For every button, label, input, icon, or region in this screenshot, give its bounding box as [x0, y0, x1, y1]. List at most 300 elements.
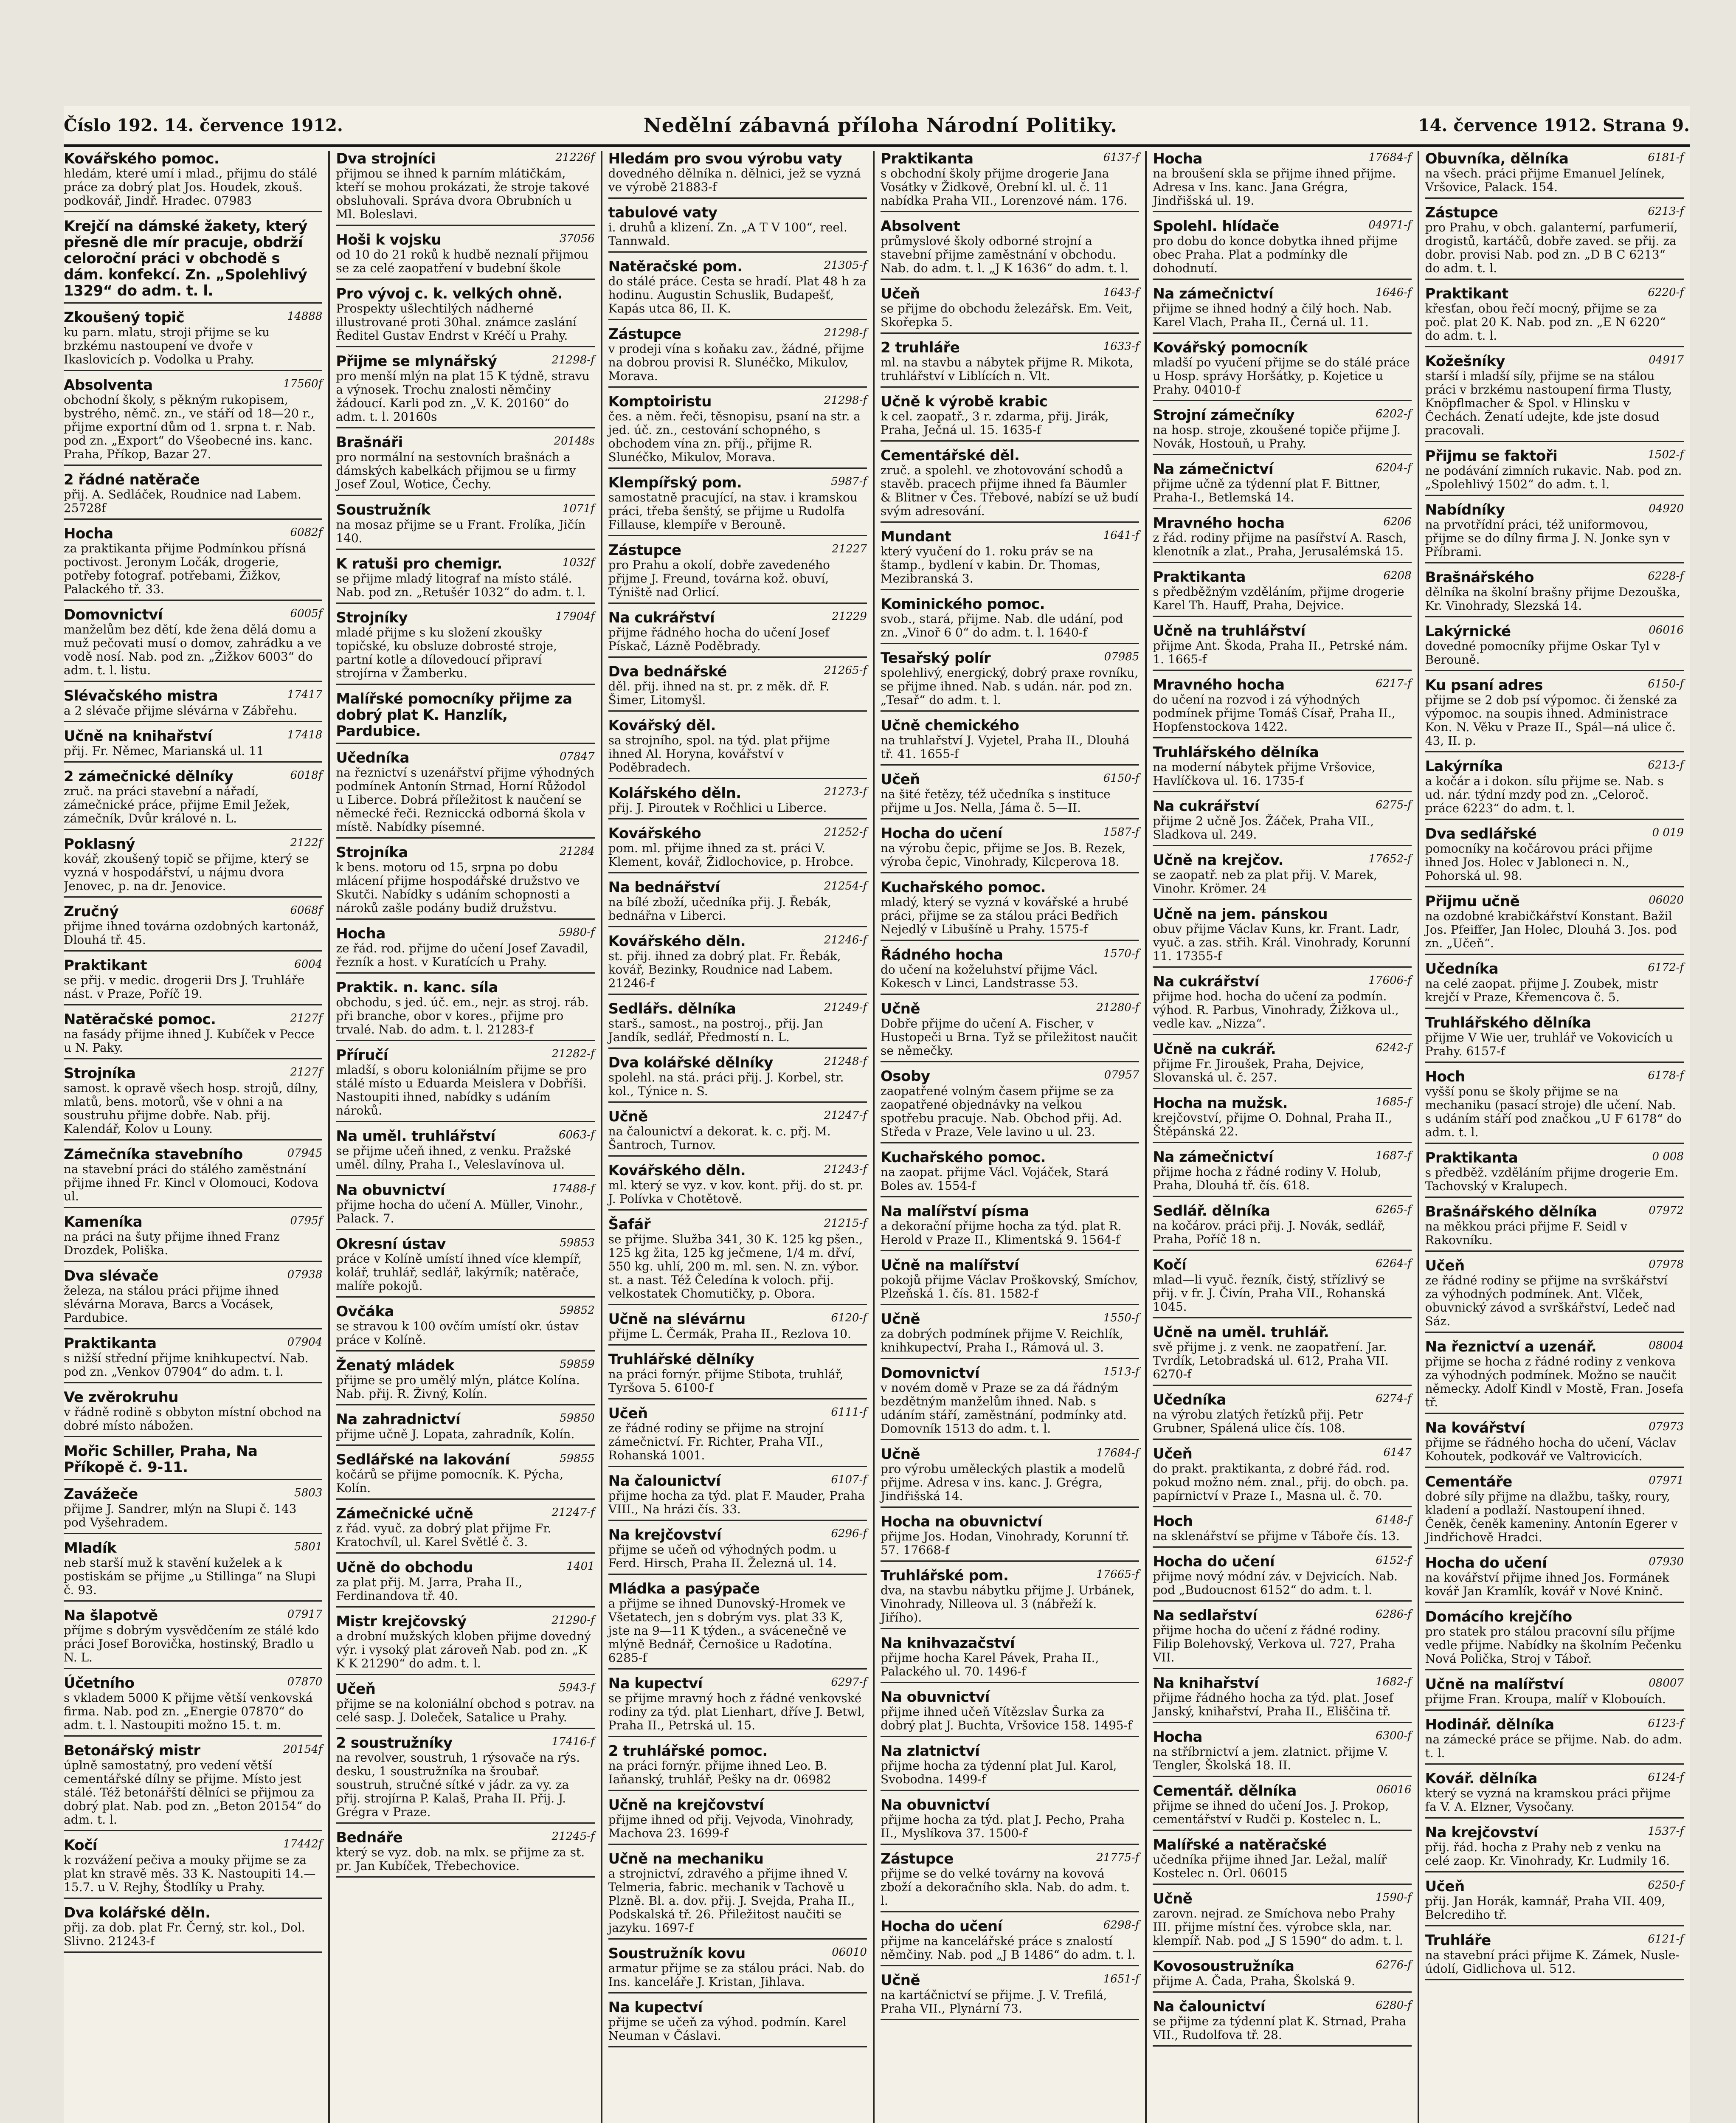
classified-ad	[64, 1743, 322, 1831]
classified-ad	[64, 836, 322, 898]
ad-code: 17665-f	[1096, 1568, 1140, 1581]
classified-ad	[608, 1109, 867, 1157]
classified-ad	[1153, 798, 1411, 846]
ad-body: na práci fornýr. přijme Stibota, truhlář, Tyršova 5. 6100-f	[608, 1367, 844, 1395]
classified-ad	[64, 1905, 322, 1953]
ad-body: samostatně pracující, na stav. i kramskou práci, třeba šenštý, se přijme u Rudolfa Fillause, klempíře v Berouně.	[608, 490, 858, 532]
ad-title: Učeň	[1425, 1257, 1465, 1274]
ad-body: přijme hocha z řádné rodiny V. Holub, Praha, Dlouhá tř. čís. 618.	[1153, 1165, 1381, 1192]
ad-code: 5943-f	[559, 1681, 595, 1694]
classified-ad	[881, 1851, 1139, 1912]
ad-body: přijme se učeň od výhodných podm. u Ferd. Hirsch, Praha II. Železná ul. 14.	[608, 1543, 837, 1570]
ad-code: 6121-f	[1648, 1933, 1684, 1946]
classified-ad	[608, 542, 867, 604]
ad-code: 1513-f	[1103, 1366, 1140, 1378]
ad-code: 1537-f	[1648, 1825, 1684, 1838]
classified-ad	[608, 1743, 867, 1791]
classified-ad	[64, 607, 322, 682]
classified-ad	[1153, 1675, 1411, 1723]
ad-body: průmyslové školy odborné strojní a stavební přijme zaměstnání v obchodu. Nab. do adm. t. l. „J K 1636“ do adm. t. l.	[880, 234, 1128, 275]
ad-title: Mořic Schiller, Praha, Na Příkopě č. 9-11.	[64, 1443, 258, 1476]
ad-body: pro výrobu uměleckých plastik a modelů přijme. Adresa v ins. kanc. J. Grégra, Jindřišská 14.	[880, 1462, 1125, 1503]
ad-title: Mistr krejčovský	[336, 1613, 467, 1630]
classified-ad	[336, 286, 594, 347]
ad-code: 21243-f	[824, 1163, 867, 1176]
classified-ad	[336, 750, 594, 839]
ad-body: st. přij. ihned za dobrý plat. Fr. Řebák, kovář, Bezinky, Roudnice nad Labem. 21246-f	[608, 949, 841, 990]
ad-code: 17652-f	[1368, 853, 1412, 865]
classified-ad	[336, 1560, 594, 1608]
ad-body: se přijme mladý litograf na místo stálé. Nab. pod zn. „Retušér 1032“ do adm. t. l.	[336, 572, 586, 599]
classified-ad	[64, 1011, 322, 1059]
ad-title: Hocha na mužsk.	[1153, 1095, 1288, 1112]
ad-code: 6152-f	[1376, 1554, 1412, 1567]
ad-body: a přijme se ihned Dunovský-Hromek ve Všetatech, jen s dobrým vys. plat 33 K, jste na 9—11 K týden., a svácenečně ve mlýně Bednář, Černošice u Radotína. 6285-f	[608, 1596, 847, 1665]
ad-title: Učně	[608, 1108, 648, 1125]
ad-title: Komptoiristu	[608, 393, 712, 410]
classified-ad	[608, 1473, 867, 1521]
ad-title: Malířské a natěračské	[1153, 1836, 1327, 1853]
classified-ad	[1425, 1609, 1684, 1670]
ad-title: Na krejčovství	[608, 1526, 721, 1543]
ad-body: se přijme do obchodu železářsk. Em. Veit, Skořepka 5.	[880, 301, 1133, 329]
classified-ad	[1425, 1825, 1684, 1872]
ad-body: na výrobu zlatých řetízků přij. Petr Grubner, Spálená ulice čís. 108.	[1153, 1408, 1363, 1435]
ad-body: přijme se hocha z řádné rodiny z venkova za výhodných podmínek. Možno se naučit německy. Adolf Kindl v Mostě, Fran. Josefa tř.	[1425, 1354, 1684, 1409]
ad-body: s vkladem 5000 K přijme větší venkovská firma. Nab. pod zn. „Energie 07870“ do adm. t. l. Nastoupiti možno 15. t. m.	[64, 1691, 313, 1732]
classified-ad	[336, 1506, 594, 1554]
ad-code: 21252-f	[824, 826, 867, 839]
ad-code: 59850	[559, 1412, 595, 1425]
ad-title: Učně na slévárnu	[608, 1311, 746, 1328]
classified-ad	[1153, 407, 1411, 455]
ad-title: Učedníka	[1425, 960, 1499, 977]
ad-title: Absolvent	[880, 218, 960, 235]
classified-ad	[608, 1001, 867, 1049]
ad-code: 21215-f	[824, 1217, 867, 1230]
classified-ad	[1153, 515, 1411, 563]
classified-ad	[1153, 1041, 1411, 1089]
ad-code: 6005f	[290, 607, 323, 620]
ad-title: Truhláře	[1425, 1932, 1491, 1949]
ad-code: 07971	[1649, 1474, 1684, 1487]
ad-title: Učně	[880, 1311, 920, 1328]
ad-title: Hocha do učení	[1153, 1553, 1275, 1570]
ad-title: Kominického pomoc.	[880, 596, 1045, 613]
ad-title: Učně na truhlářství	[1153, 622, 1306, 639]
classified-ad	[1425, 1878, 1684, 1926]
ad-body: na kartáčnictví se přijme. J. V. Trefilá, Praha VII., Plynární 73.	[880, 1988, 1107, 2016]
ad-code: 21246-f	[824, 934, 867, 946]
classified-ad	[608, 259, 867, 320]
ad-code: 6208	[1383, 569, 1412, 582]
ad-body: na sklenářství se přijme v Táboře čís. 13.	[1153, 1529, 1400, 1543]
classified-ad	[1153, 286, 1411, 334]
ad-title: Malířské pomocníky přijme za dobrý plat K. Hanzlík, Pardubice.	[336, 690, 572, 740]
ad-body: pro normální na sestovních brašnách a dámských kabelkách přijmou se u firmy Josef Zoul, Wotice, Čechy.	[336, 450, 576, 491]
ad-body: přij. J. Piroutek v Ročhlici u Liberce.	[608, 801, 827, 815]
ad-title: Na obuvnictví	[880, 1689, 990, 1706]
ad-title: Učně na cukrář.	[1153, 1041, 1276, 1058]
classified-ad	[1153, 677, 1411, 738]
ad-body: kočárů se přijme pomocník. K. Pýcha, Kolín.	[336, 1467, 563, 1495]
ad-code: 6063-f	[559, 1129, 595, 1141]
classified-ad	[608, 475, 867, 536]
ad-body: mladší po vyučení přijme se do stálé práce u Hosp. správy Horšátky, p. Kojetice u Prahy. 04010-f	[1153, 355, 1410, 397]
ad-title: Lakýrnické	[1425, 623, 1511, 640]
classified-ad	[336, 1128, 594, 1176]
ad-code: 07847	[559, 750, 595, 763]
ad-code: 6150-f	[1103, 772, 1140, 785]
ad-body: obchodní školy, s pěkným rukopisem, bystrého, němč. zn., ve stáří od 18—20 r., přijme exportní dům od 1. srpna t. r. Nab. pod zn. „Export“ do Všeobecné ins. kanc. Praha, Příkop, Bazar 27.	[64, 393, 316, 461]
classified-ad	[336, 556, 594, 604]
classified-ad	[64, 310, 322, 371]
ad-body: ml. který se vyz. v kov. kont. přij. do st. pr. J. Polívka v Chotětově.	[608, 1178, 864, 1206]
classified-ad	[881, 825, 1139, 873]
classified-ad	[64, 957, 322, 1005]
classified-ad	[64, 1486, 322, 1534]
classified-ad	[881, 1972, 1139, 2020]
ad-code: 6297-f	[831, 1676, 867, 1689]
ad-body: přijme J. Sandrer, mlýn na Slupi č. 143 pod Vyšehradem.	[64, 1502, 297, 1529]
issue-info: Číslo 192. 14. července 1912.	[64, 115, 343, 135]
ad-title: Kameníka	[64, 1214, 143, 1230]
classified-ad	[608, 610, 867, 658]
classified-ad	[608, 1055, 867, 1103]
ad-code: 6004	[294, 958, 323, 971]
classified-ad	[881, 1203, 1139, 1251]
ad-body: přijme hocha za týd. plat J. Pecho, Praha II., Myslíkova 37. 1500-f	[880, 1813, 1125, 1840]
ad-column	[64, 151, 328, 2123]
ad-title: Hoch	[1153, 1513, 1193, 1530]
ad-body: pokojů přijme Václav Proškovský, Smíchov, Plzeňská 1. čís. 81. 1582-f	[880, 1273, 1138, 1301]
classified-ad	[336, 1452, 594, 1500]
ad-body: pro dobu do konce dobytka ihned přijme obec Praha. Plat a podmínky dle dohodnutí.	[1153, 234, 1398, 275]
ad-title: Na zámečnictví	[1153, 285, 1274, 302]
ad-body: mladé přijme s ku složení zkoušky topičské, ku obsluze dobrosté stroje, partní kotle a dílovedoucí připraví strojírna v Žamberku.	[336, 625, 557, 680]
classified-ad	[608, 1675, 867, 1737]
ad-code: 06016	[1376, 1783, 1412, 1796]
ad-title: 2 truhláře	[880, 339, 960, 356]
ad-title: Učně na malířství	[1425, 1676, 1564, 1693]
ad-body: přijme ihned továrna ozdobných kartonáž, Dlouhá tř. 45.	[64, 919, 319, 947]
ad-title: Krejčí na dámské žakety, který přesně dle mír pracuje, obdrží celoroční práci v obchodě s dám. konfekcí. Zn. „Spolehlivý 1329“ do adm. t. l.	[64, 218, 307, 299]
classified-ad	[881, 1001, 1139, 1062]
classified-ad	[881, 1446, 1139, 1508]
ad-title: Zástupce	[880, 1850, 954, 1867]
ad-body: na výrobu čepic, přijme se Jos. B. Rezek, výroba čepic, Vinohrady, Kilcperova 18.	[880, 841, 1126, 869]
ad-body: přijme na kancelářské práce s znalostí němčiny. Nab. pod „J B 1486“ do adm. t. l.	[880, 1934, 1136, 1962]
ad-code: 1587-f	[1103, 826, 1140, 839]
ad-body: do učení na koželuhství přijme Václ. Kokesch v Linci, Landstrasse 53.	[880, 963, 1098, 990]
ad-body: v řádně rodině s obbyton místní obchod na dobré místo nábožen.	[64, 1405, 322, 1433]
ad-body: s obchodní školy přijme drogerie Jana Vosátky v Židkově, Orební kl. ul. č. 11 nabídka Praha VII., Lorenzové nám. 176.	[880, 166, 1128, 208]
classified-ad	[336, 1047, 594, 1122]
ad-column	[1145, 151, 1417, 2123]
classified-ad	[1153, 1392, 1411, 1440]
ad-title: Učeň	[336, 1681, 376, 1698]
classified-ad	[64, 1540, 322, 1602]
ad-body: mladší, s oboru koloniálním přijme se pro stálé místo u Eduarda Meislera v Dobříši. Nastoupiti ihned, nabídky s udáním nároků.	[336, 1063, 587, 1118]
classified-ad	[608, 1946, 867, 1993]
classified-ad	[1425, 961, 1684, 1009]
ad-code: 6296-f	[831, 1527, 867, 1540]
ad-title: Soustružník kovu	[608, 1945, 746, 1962]
ad-code: 21248-f	[824, 1055, 867, 1068]
classified-ad	[881, 1257, 1139, 1305]
classified-ad	[881, 151, 1139, 212]
ad-body: na kočárov. práci přij. J. Novák, sedlář, Praha, Poříč 18 n.	[1153, 1219, 1386, 1246]
ad-title: Hocha do učení	[1425, 1554, 1547, 1571]
classified-ad	[336, 502, 594, 550]
ad-code: 6280-f	[1376, 1999, 1412, 2012]
ad-code: 07904	[287, 1336, 323, 1349]
ad-code: 1682-f	[1376, 1675, 1412, 1688]
classified-ad	[64, 688, 322, 722]
classified-ad	[64, 1389, 322, 1437]
ad-title: Přijmu se faktoři	[1425, 448, 1558, 465]
classified-ad	[64, 1065, 322, 1140]
ad-code: 17606-f	[1368, 974, 1412, 987]
ad-title: Na cukrářství	[608, 609, 715, 626]
classified-ad	[1153, 623, 1411, 671]
classified-ad	[336, 232, 594, 280]
ad-title: Bednáře	[336, 1829, 403, 1846]
classified-ad	[64, 1443, 322, 1480]
classified-ad	[64, 377, 322, 466]
ad-code: 17560f	[283, 377, 323, 390]
ad-title: Zkoušený topič	[64, 309, 185, 326]
ad-code: 04920	[1649, 502, 1684, 515]
ad-code: 21249-f	[824, 1001, 867, 1014]
classified-ad	[1153, 1729, 1411, 1777]
ad-title: Natěračské pom.	[608, 258, 743, 275]
ad-body: i. druhů a klizení. Zn. „A T V 100“, reel. Tannwald.	[608, 220, 847, 248]
classified-ad	[1153, 340, 1411, 401]
ad-code: 6228-f	[1648, 570, 1684, 583]
ad-body: dobré síly přijme na dlažbu, tašky, roury, kladení a podlaží. Nastoupení ihned. Čeněk, čeněk kameniny. Antonín Egerer v Jindřichově Hradci.	[1425, 1489, 1678, 1544]
ad-title: Na malířství písma	[880, 1203, 1029, 1220]
ad-title: Na šlapotvě	[64, 1607, 158, 1624]
ad-body: na práci fornýr. přijme ihned Leo. B. Iaňanský, truhlář, Pešky na dr. 06982	[608, 1759, 831, 1786]
ad-title: Strojníky	[336, 609, 408, 626]
ad-code: 06020	[1649, 894, 1684, 907]
ad-title: Natěračské pomoc.	[64, 1011, 216, 1028]
ad-body: pro Prahu, v obch. galanterní, parfumerií, drogistů, kartáčů, dobře zaved. se přij. za dobr. provisi Nab. pod zn. „D B C 6213“ do adm. t. l.	[1425, 220, 1678, 275]
ad-body: na ozdobné krabičkářství Konstant. Bažil Jos. Pfeiffer, Jan Holec, Dlouhá 3. Jos. pod zn. „Učeň“.	[1425, 909, 1677, 950]
classified-ad	[64, 1268, 322, 1329]
ad-title: Cementáře	[1425, 1473, 1512, 1490]
ad-body: přijme se pro umělý mlýn, plátce Kolína. Nab. přij. R. Živný, Kolín.	[336, 1373, 580, 1401]
classified-ad	[881, 771, 1139, 819]
ad-body: na moderní nábytek přijme Vršovice, Havlíčkova ul. 16. 1735-f	[1153, 760, 1376, 788]
classified-ad	[64, 728, 322, 763]
ad-body: k rozvážení pečiva a mouky přijme se za plat kn stravě měs. 33 K. Nastoupiti 14.—15.7. u V. Rejhy, Štodlíky u Prahy.	[64, 1853, 316, 1894]
ad-title: Zručný	[64, 903, 119, 920]
ad-code: 1633-f	[1103, 340, 1140, 353]
ad-code: 21245-f	[551, 1830, 595, 1843]
ad-body: pro statek pro stálou pracovní sílu příjme vedle přijme. Nabídky na školním Pečenku Nová Polička, Stroj v Táboř.	[1425, 1625, 1682, 1666]
classified-ad	[1425, 1771, 1684, 1819]
ad-title: Učně na krejčovství	[608, 1796, 764, 1813]
ad-title: Mundant	[880, 528, 951, 545]
ad-title: Na zlatnictví	[880, 1743, 980, 1760]
classified-ad	[1425, 1474, 1684, 1549]
ad-title: Sedlářs. dělníka	[608, 1000, 736, 1017]
ad-columns	[64, 151, 1690, 2123]
ad-title: Praktikanta	[64, 1335, 157, 1352]
ad-title: Hledám pro svou výrobu vaty	[608, 151, 842, 167]
ad-title: Sedlářské na lakování	[336, 1451, 510, 1468]
ad-title: Učně na jem. pánskou	[1153, 906, 1328, 923]
ad-title: Kovářského	[608, 825, 701, 842]
ad-code: 21247-f	[551, 1506, 595, 1519]
classified-ad	[881, 718, 1139, 766]
ad-code: 17417	[287, 688, 323, 701]
ad-title: Osoby	[880, 1068, 930, 1085]
ad-title: Zástupce	[1425, 204, 1498, 221]
ad-code: 20148s	[554, 435, 595, 448]
ad-body: za plat přij. M. Jarra, Praha II., Ferdinandova tř. 40.	[336, 1575, 523, 1603]
ad-body: s nižší střední přijme knihkupectví. Nab. pod zn. „Venkov 07904“ do adm. t. l.	[64, 1351, 309, 1379]
ad-body: přijme učně J. Lopata, zahradník, Kolín.	[336, 1427, 575, 1441]
ad-body: na stavební práci do stálého zaměstnání přijme ihned Fr. Kincl v Olomouci, Kodova ul.	[64, 1162, 319, 1203]
ad-code: 21775-f	[1096, 1851, 1140, 1864]
ad-body: na broušení skla se přijme ihned přijme. Adresa v Ins. kanc. Jana Grégra, Jindřišská ul. 19.	[1153, 166, 1396, 208]
classified-ad	[1425, 1676, 1684, 1711]
ad-body: učedníka přijme ihned Jar. Ležal, malíř Kostelec n. Orl. 06015	[1153, 1853, 1387, 1880]
ad-code: 17442f	[283, 1838, 323, 1850]
ad-code: 6217-f	[1376, 677, 1412, 690]
ad-title: Mravného hocha	[1153, 676, 1285, 693]
classified-ad	[1153, 1149, 1411, 1197]
ad-title: Učně na uměl. truhlář.	[1153, 1324, 1329, 1341]
ad-title: Na bednářství	[608, 879, 720, 896]
ad-title: Kožešníky	[1425, 353, 1505, 370]
ad-body: přijme se učeň za výhod. podmín. Karel Neuman v Čáslavi.	[608, 2015, 847, 2043]
ad-code: 21284	[559, 845, 595, 858]
ad-code: 6120-f	[831, 1312, 867, 1324]
ad-code: 6213-f	[1648, 205, 1684, 218]
classified-ad	[881, 218, 1139, 280]
ad-title: Betonářský mistr	[64, 1742, 200, 1759]
ad-body: manželům bez dětí, kde žena dělá domu a muž pečovati musí o domov, zahrádku a ve vodě nosí. Nab. pod zn. „Žižkov 6003“ do adm. t. l. listu.	[64, 622, 322, 677]
classified-ad	[1425, 758, 1684, 820]
ad-code: 6202-f	[1376, 408, 1412, 420]
ad-code: 6148-f	[1376, 1514, 1412, 1526]
ad-title: Dva strojníci	[336, 151, 436, 167]
ad-title: Nabídníky	[1425, 501, 1505, 518]
classified-ad	[608, 1311, 867, 1346]
ad-code: 6107-f	[831, 1473, 867, 1486]
ad-title: Absolventa	[64, 377, 153, 394]
ad-title: Hocha	[1153, 151, 1202, 167]
ad-code: 6018f	[290, 769, 323, 782]
ad-code: 1590-f	[1376, 1891, 1412, 1904]
ad-code: 21305-f	[824, 259, 867, 272]
ad-code: 17416-f	[551, 1735, 595, 1748]
ad-body: na čalounictví a dekorat. k. c. přj. M. Šantroch, Turnov.	[608, 1124, 831, 1152]
ad-body: křesťan, obou řečí mocný, přijme se za poč. plat 20 K. Nab. pod zn. „E N 6220“ do adm. t. l.	[1425, 301, 1666, 343]
ad-title: Hocha do učení	[880, 825, 1002, 842]
ad-body: ze řádné rodiny se přijme na svrškářství za výhodných podmínek. Ant. Vlček, obuvnický závod a svrškářství, Ledeč nad Sáz.	[1425, 1273, 1676, 1328]
ad-title: Učedníka	[336, 749, 409, 766]
classified-ad	[608, 1797, 867, 1845]
classified-ad	[608, 1352, 867, 1399]
classified-ad	[1153, 974, 1411, 1035]
ad-title: Praktikanta	[1153, 569, 1246, 586]
ad-code: 0795f	[290, 1214, 323, 1227]
ad-body: přij. řád. hocha z Prahy neb z venku na celé zaop. Kr. Vinohrady, Kr. Ludmily 16.	[1425, 1840, 1670, 1868]
classified-ad	[1425, 1932, 1684, 1980]
ad-body: vyšší ponu se školy přijme se na mechaniku (pasací stroje) dle učení. Nab. s udáním stáří pod značkou „U F 6178“ do adm. t. l.	[1425, 1084, 1682, 1139]
ad-body: který se vyz. dob. na mlx. se přijme za st. pr. Jan Kubíček, Třebechovice.	[336, 1845, 585, 1873]
classified-ad	[608, 1163, 867, 1211]
ad-title: Na cukrářství	[1153, 973, 1259, 990]
ad-title: Praktikanta	[880, 151, 974, 167]
ad-code: 1401	[566, 1560, 595, 1573]
classified-ad	[608, 326, 867, 388]
ad-title: Na řeznictví a uzenář.	[1425, 1338, 1597, 1355]
ad-title: Zástupce	[608, 326, 681, 343]
classified-ad	[1153, 852, 1411, 900]
ad-title: Ovčáka	[336, 1303, 394, 1320]
ad-title: Učeň	[880, 771, 920, 788]
ad-body: do stálé práce. Cesta se hradí. Plat 48 h za hodinu. Augustin Schuslik, Budapešť, Kapás utca 86, II. K.	[608, 274, 867, 315]
ad-body: dělníka na školní brašny přijme Dezouška, Kr. Vinohrady, Slezská 14.	[1425, 585, 1680, 613]
ad-body: přijme hocha za týd. plat F. Mauder, Praha VIII., Na hrázi čís. 33.	[608, 1489, 865, 1516]
classified-ad	[608, 718, 867, 779]
ad-title: Hocha	[336, 925, 385, 942]
classified-ad	[881, 1797, 1139, 1845]
ad-body: na bílé zboží, učedníka přij. J. Řebák, bednářna v Liberci.	[608, 895, 832, 923]
classified-ad	[1425, 448, 1684, 496]
ad-title: Na knihařství	[1153, 1675, 1259, 1692]
ad-code: 6123-f	[1648, 1717, 1684, 1730]
ad-code: 21298-f	[824, 327, 867, 339]
classified-ad	[64, 904, 322, 952]
ad-code: 1550-f	[1103, 1312, 1140, 1324]
ad-code: 06010	[832, 1946, 867, 1959]
ad-body: přijme řádného hocha za týd. plat. Josef Janský, knihařství, Praha II., Eliščina tř.	[1153, 1691, 1394, 1718]
ad-code: 04917	[1649, 354, 1684, 366]
ad-title: Učeň	[880, 285, 920, 302]
ad-code: 21280-f	[1096, 1001, 1140, 1014]
classified-ad	[608, 151, 867, 199]
ad-title: Hodinář. dělníka	[1425, 1716, 1554, 1733]
ad-title: Dva bednářské	[608, 663, 727, 680]
classified-ad	[608, 825, 867, 873]
ad-code: 6242-f	[1376, 1042, 1412, 1054]
ad-title: Učně do obchodu	[336, 1559, 473, 1576]
ad-title: Kovářského děln.	[608, 933, 746, 950]
ad-body: spolehlivý, energický, dobrý praxe rovníku, se přijme ihned. Nab. s udán. nár. pod zn. „Tesař“ do adm. t. l.	[880, 666, 1139, 707]
ad-title: Přijme se mlynářský	[336, 353, 497, 370]
ad-title: Slévačského mistra	[64, 687, 218, 704]
ad-title: Dva kolářské děln.	[64, 1904, 211, 1921]
ad-code: 21226f	[555, 151, 595, 164]
ad-title: Domácího krejčího	[1425, 1608, 1572, 1625]
classified-ad	[1153, 1554, 1411, 1602]
ad-title: Řádného hocha	[880, 946, 1003, 963]
classified-ad	[608, 1405, 867, 1467]
date-page-info: 14. července 1912. Strana 9.	[1418, 115, 1690, 135]
ad-body: ze řád. rod. přijme do učení Josef Zavadil, řezník a host. v Kuratících u Prahy.	[336, 941, 588, 969]
ad-code: 2127f	[290, 1066, 323, 1078]
classified-ad	[336, 1735, 594, 1824]
ad-body: příjme s dobrým vysvědčením ze stálé kdo práci Josef Borovička, hostinský, Bradlo u N. L.	[64, 1623, 319, 1664]
ad-code: 17684-f	[1368, 151, 1412, 164]
